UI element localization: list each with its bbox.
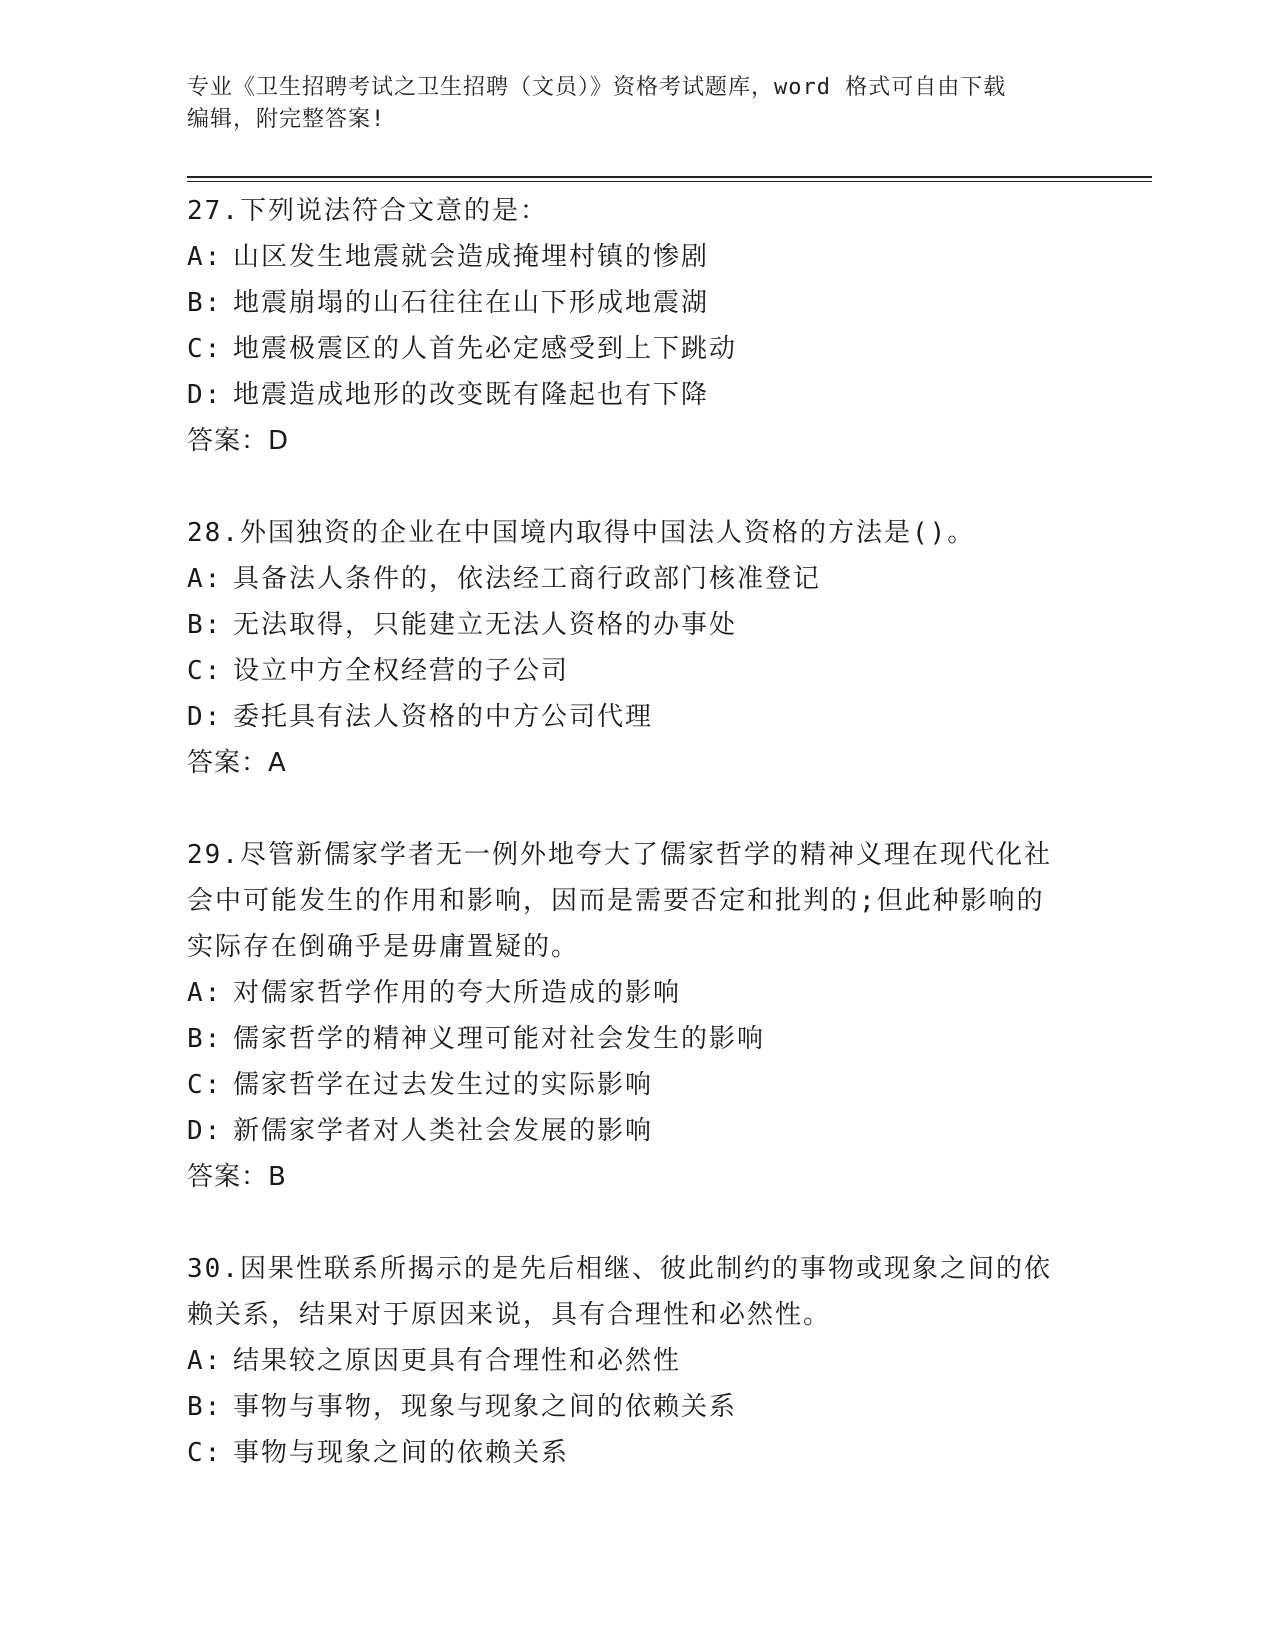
option-text: 设立中方全权经营的子公司 [233,656,570,686]
option-key: C: [187,656,223,686]
header-line-1: 专业《卫生招聘考试之卫生招聘（文员）》资格考试题库，word 格式可自由下载 [187,75,1007,100]
option-key: B: [187,610,223,640]
question-stem: 赖关系，结果对于原因来说，具有合理性和必然性。 [187,1300,832,1330]
option-key: D: [187,702,223,732]
answer-line: 答案：D [187,426,290,456]
option-d [187,1108,1077,1154]
answer-line: 答案：A [187,748,287,778]
option-key: A: [187,1346,223,1376]
question-stem: 实际存在倒确乎是毋庸置疑的。 [187,932,580,962]
option-a [187,970,1077,1016]
option-a [187,556,1077,602]
option-key: C: [187,334,223,364]
option-b [187,1384,1077,1430]
answer-line: 答案：B [187,1162,287,1192]
question-stem: 30.因果性联系所揭示的是先后相继、彼此制约的事物或现象之间的依 [187,1254,1052,1284]
option-a [187,234,1077,280]
option-key: C: [187,1438,223,1468]
option-text: 地震造成地形的改变既有隆起也有下降 [233,380,710,410]
option-text: 地震极震区的人首先必定感受到上下跳动 [233,334,738,364]
header-line-2: 编辑，附完整答案! [187,107,386,132]
option-key: A: [187,978,223,1008]
question-stem: 会中可能发生的作用和影响，因而是需要否定和批判的;但此种影响的 [187,886,1045,916]
question-stem: 27.下列说法符合文意的是： [187,196,548,226]
question-list [187,188,1077,1522]
question-27 [187,188,1077,464]
document-header [187,72,1067,136]
header-divider-thick [187,176,1152,178]
option-text: 无法取得，只能建立无法人资格的办事处 [233,610,738,640]
header-divider-thin [187,181,1152,182]
option-text: 山区发生地震就会造成掩埋村镇的惨剧 [233,242,710,272]
option-key: D: [187,380,223,410]
question-stem: 28.外国独资的企业在中国境内取得中国法人资格的方法是()。 [187,518,976,548]
option-text: 地震崩塌的山石往往在山下形成地震湖 [233,288,710,318]
option-b [187,280,1077,326]
option-key: A: [187,564,223,594]
option-c [187,326,1077,372]
option-key: B: [187,1392,223,1422]
option-text: 结果较之原因更具有合理性和必然性 [233,1346,682,1376]
option-d [187,372,1077,418]
question-29 [187,832,1077,1200]
option-text: 具备法人条件的，依法经工商行政部门核准登记 [233,564,822,594]
option-key: A: [187,242,223,272]
option-text: 儒家哲学的精神义理可能对社会发生的影响 [233,1024,766,1054]
question-28 [187,510,1077,786]
question-30 [187,1246,1077,1476]
option-key: B: [187,1024,223,1054]
option-key: C: [187,1070,223,1100]
option-a [187,1338,1077,1384]
option-b [187,1016,1077,1062]
option-key: B: [187,288,223,318]
option-text: 新儒家学者对人类社会发展的影响 [233,1116,654,1146]
question-stem: 29.尽管新儒家学者无一例外地夸大了儒家哲学的精神义理在现代化社 [187,840,1052,870]
option-key: D: [187,1116,223,1146]
option-text: 事物与事物，现象与现象之间的依赖关系 [233,1392,738,1422]
option-b [187,602,1077,648]
option-c [187,1062,1077,1108]
option-text: 委托具有法人资格的中方公司代理 [233,702,654,732]
option-text: 事物与现象之间的依赖关系 [233,1438,570,1468]
option-d [187,694,1077,740]
option-text: 儒家哲学在过去发生过的实际影响 [233,1070,654,1100]
option-text: 对儒家哲学作用的夸大所造成的影响 [233,978,682,1008]
option-c [187,648,1077,694]
option-c [187,1430,1077,1476]
